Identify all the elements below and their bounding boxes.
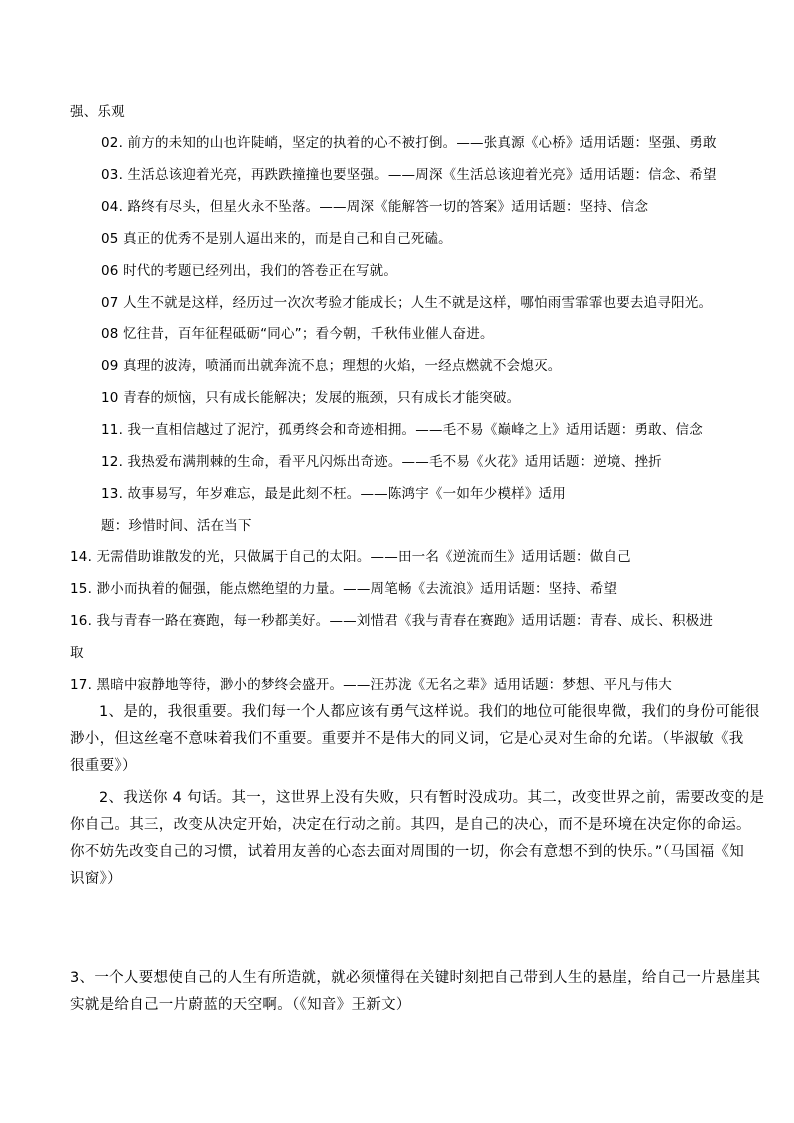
quote-line-10: 10 青春的烦恼，只有成长能解决；发展的瓶颈，只有成长才能突破。 bbox=[101, 390, 521, 406]
text-line-topic-continuation: 强、乐观 bbox=[70, 104, 125, 120]
excerpt-2-line-3: 你不妨先改变自己的习惯，试着用友善的心态去面对周围的一切，你会有意想不到的快乐。”（马国福《知 bbox=[70, 844, 745, 860]
quote-line-08: 08 忆往昔，百年征程砥砺“同心”；看今朝，千秋伟业催人奋进。 bbox=[101, 326, 494, 342]
quote-line-13: 13. 故事易写，年岁难忘，最是此刻不枉。——陈鸿宇《一如年少模样》适用 bbox=[101, 486, 566, 502]
excerpt-2-line-1: 2、我送你 4 句话。其一，这世界上没有失败，只有暂时没成功。其二，改变世界之前，需要改变的是 bbox=[99, 790, 765, 806]
excerpt-2-line-4: 识窗》） bbox=[70, 871, 122, 887]
quote-line-09: 09 真理的波涛，喷涌而出就奔流不息；理想的火焰，一经点燃就不会熄灭。 bbox=[101, 358, 562, 374]
quote-line-15: 15. 渺小而执着的倔强，能点燃绝望的力量。——周笔畅《去流浪》适用话题：坚持、希望 bbox=[70, 581, 618, 597]
quote-line-12: 12. 我热爱布满荆棘的生命，看平凡闪烁出奇迹。——毛不易《火花》适用话题：逆境、挫折 bbox=[101, 454, 662, 470]
quote-line-07: 07 人生不就是这样，经历过一次次考验才能成长；人生不就是这样，哪怕雨雪霏霏也要去追寻阳光。 bbox=[101, 295, 713, 311]
excerpt-2-line-2: 你自己。其三，改变从决定开始，决定在行动之前。其四，是自己的决心，而不是环境在决定你的命运。 bbox=[70, 817, 751, 833]
quote-line-16-continuation: 取 bbox=[70, 645, 84, 661]
excerpt-1-line-2: 渺小，但这丝毫不意味着我们不重要。重要并不是伟大的同义词，它是心灵对生命的允诺。（毕淑敏《我 bbox=[70, 731, 744, 747]
quote-line-04: 04. 路终有尽头，但星火永不坠落。——周深《能解答一切的答案》适用话题：坚持、信念 bbox=[101, 199, 649, 215]
excerpt-1-line-1: 1、是的，我很重要。我们每一个人都应该有勇气这样说。我们的地位可能很卑微，我们的身份可能很 bbox=[99, 704, 760, 720]
quote-line-05: 05 真正的优秀不是别人逼出来的，而是自己和自己死磕。 bbox=[101, 231, 452, 247]
quote-line-16: 16. 我与青春一路在赛跑，每一秒都美好。——刘惜君《我与青春在赛跑》适用话题：青春、成长、积极进 bbox=[70, 613, 714, 629]
excerpt-3-line-1: 3、一个人要想使自己的人生有所造就，就必须懂得在关键时刻把自己带到人生的悬崖，给自己一片悬崖其 bbox=[70, 970, 761, 986]
quote-line-11: 11. 我一直相信越过了泥泞，孤勇终会和奇迹相拥。——毛不易《巅峰之上》适用话题：勇敢、信念 bbox=[101, 422, 703, 438]
quote-line-03: 03. 生活总该迎着光亮，再跌跌撞撞也要坚强。——周深《生活总该迎着光亮》适用话题：信念、希望 bbox=[101, 167, 717, 183]
excerpt-paragraph-2 bbox=[70, 785, 764, 893]
excerpt-paragraph-3 bbox=[70, 965, 760, 1019]
quote-line-14: 14. 无需借助谁散发的光，只做属于自己的太阳。——田一名《逆流而生》适用话题：做自己 bbox=[70, 549, 631, 565]
excerpt-1-line-3: 很重要》） bbox=[70, 758, 137, 774]
excerpt-3-line-2: 实就是给自己一片蔚蓝的天空啊。（《知音》王新文） bbox=[70, 997, 411, 1013]
quote-line-13-continuation: 题：珍惜时间、活在当下 bbox=[101, 518, 252, 534]
quote-line-02: 02. 前方的未知的山也许陡峭，坚定的执着的心不被打倒。——张真源《心桥》适用话题：坚强、勇敢 bbox=[101, 135, 717, 151]
excerpt-paragraph-1 bbox=[70, 699, 760, 780]
quote-line-06: 06 时代的考题已经列出，我们的答卷正在写就。 bbox=[101, 263, 398, 279]
quote-line-17: 17. 黑暗中寂静地等待，渺小的梦终会盛开。——汪苏泷《无名之辈》适用话题：梦想、平凡与伟大 bbox=[70, 677, 672, 693]
